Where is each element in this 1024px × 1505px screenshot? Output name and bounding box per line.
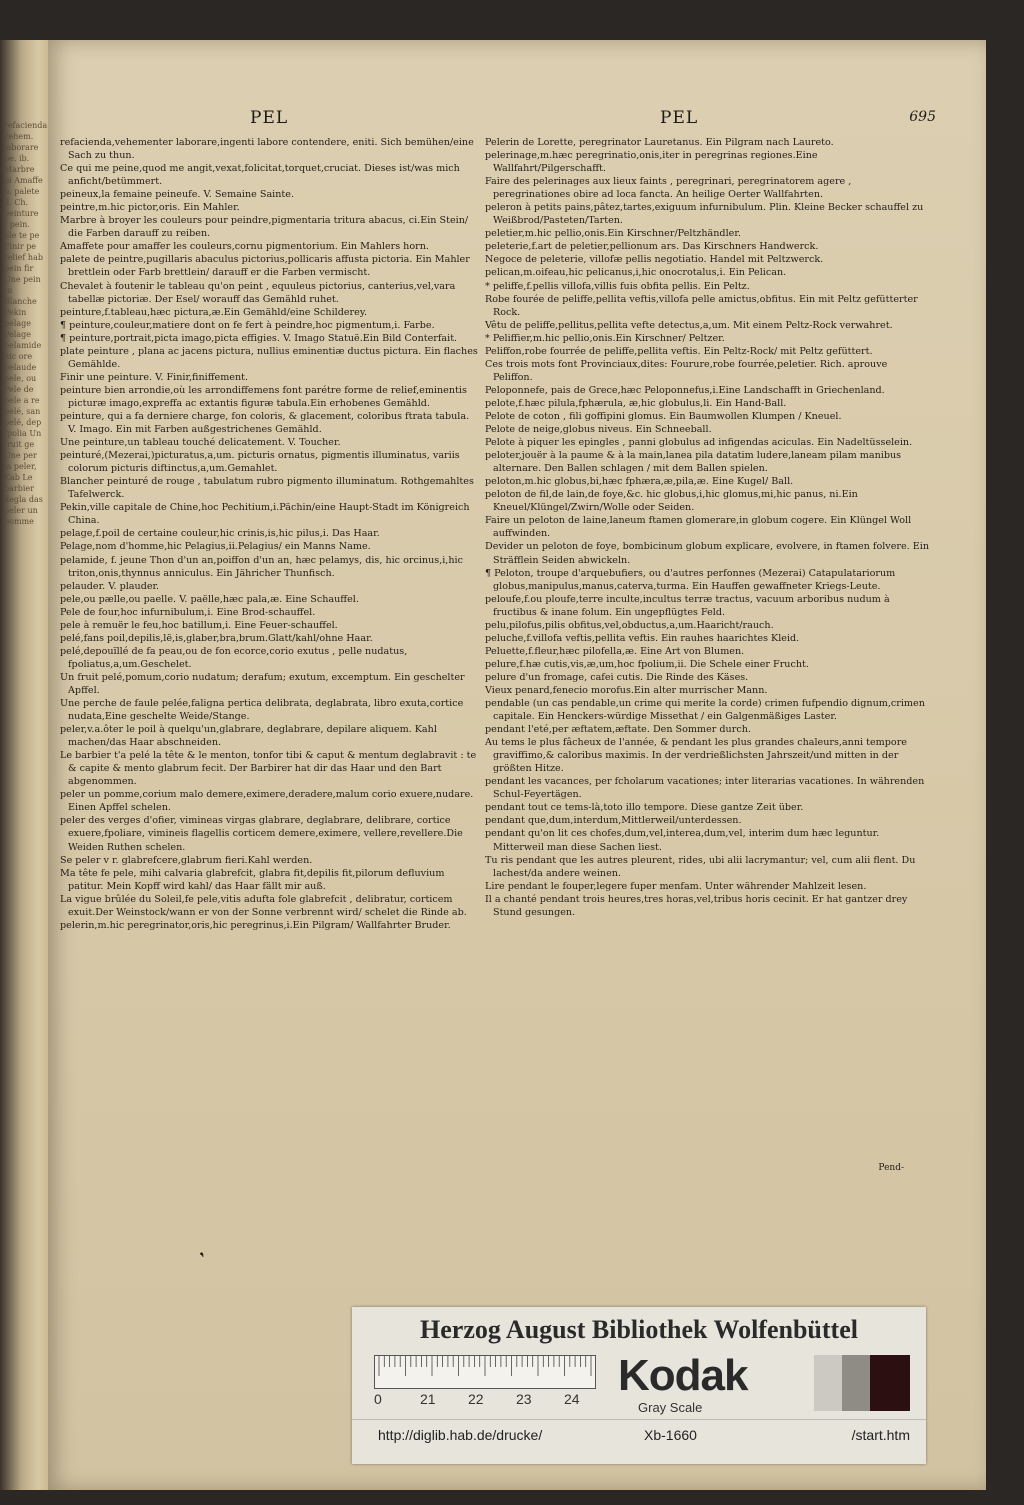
ruler-number: 0 — [374, 1391, 382, 1407]
dictionary-entry: pelote,f.hæc pilula,fphærula, æ,hic globulus,li. Ein Hand-Ball. — [485, 397, 787, 409]
dictionary-entry: Robe fourée de peliffe,pellita veftis,villofa pelle amictus,obfitus. Ein mit Peltz gefütterter Rock. — [485, 293, 918, 318]
dictionary-entry: Lire pendant le fouper,legere fuper menfam. Unter währender Mahlzeit lesen. — [485, 880, 867, 892]
ink-mark: ❜ — [198, 1249, 211, 1267]
dictionary-entry: Pelage,nom d'homme,hic Pelagius,ii.Pelagius/ ein Manns Name. — [60, 541, 371, 553]
dictionary-entry: Peluette,f.fleur,hæc pilofella,æ. Eine Art von Blumen. — [485, 645, 745, 657]
url-suffix: /start.htm — [851, 1427, 910, 1443]
library-color-card — [352, 1307, 926, 1464]
library-name: Herzog August Bibliothek Wolfenbüttel — [420, 1315, 858, 1344]
dictionary-entry: pelu,pilofus,pilis obfitus,vel,obductus,a,um.Haaricht/rauch. — [485, 619, 774, 631]
dictionary-entry: Faire des pelerinages aux lieux faints , peregrinari, peregrinatorem agere , peregrinationes obire ad loca fancta. An heilige Oerter Wallfahrten. — [485, 176, 852, 201]
dictionary-entry: La vigue brûlée du Soleil,fe pele,vitis adufta fole glabrefcit , delibratur, corticem exuit.Der Weinstock/wann er von der Sonne verbrennt wird/ schelet die Rinde ab. — [60, 893, 467, 918]
ruler-number: 22 — [468, 1391, 484, 1407]
dictionary-entry: peleron à petits pains,pâtez,tartes,exiguum infurnibulum. Plin. Kleine Becker schauffel zu Weißbrod/Pasteten/Tarten. — [485, 202, 924, 227]
ruler-number: 24 — [564, 1391, 580, 1407]
dictionary-entry: Negoce de peleterie, villofæ pellis negotiatio. Handel mit Peltzwerck. — [485, 254, 824, 266]
shelfmark: Xb-1660 — [644, 1427, 697, 1443]
dictionary-entry: plate peinture , plana ac jacens pictura, nullius eminentiæ ductus pictura. Ein flaches Gemählde. — [60, 345, 478, 370]
dictionary-entry: palete de peintre,pugillaris abaculus pictorius,pollicaris affusta pictoria. Ein Mahler brettlein oder Farb brettlein/ darauff er die Farben vermischt. — [60, 254, 470, 279]
dictionary-entry: peler un pomme,corium malo demere,eximere,deradere,malum corio exuere,nudare. Einen Apffel schelen. — [60, 789, 474, 814]
dictionary-entry: Vêtu de peliffe,pellitus,pellita vefte detectus,a,um. Mit einem Peltz-Rock verwahret. — [485, 319, 893, 331]
dictionary-entry: pele à remuër le feu,hoc batillum,i. Eine Feuer-schauffel. — [60, 619, 338, 631]
dictionary-entry: * Peliffier,m.hic pellio,onis.Ein Kirschner/ Peltzer. — [485, 332, 725, 344]
dictionary-entry: Au tems le plus fâcheux de l'année, & pendant les plus grandes chaleurs,anni tempore graviffimo,& caloribus maximis. In der verdrießlichsten Jahrszeit/und mitten in der größten Hitze. — [485, 737, 907, 775]
dictionary-entry: Il a chanté pendant trois heures,tres horas,vel,tribus horis cecinit. Er hat gantzer drey Stund gesungen. — [485, 893, 908, 918]
dictionary-entry: Vieux penard,fenecio morofus.Ein alter murrischer Mann. — [485, 684, 768, 696]
dictionary-entry: Une peinture,un tableau touché delicatement. V. Toucher. — [60, 437, 341, 449]
dictionary-entry: peloter,jouër à la paume & à la main,lanea pila datatim ludere,laneam pilam manibus alternare. Den Ballen schlagen / mit dem Ballen spielen. — [485, 450, 902, 475]
dictionary-entry: pendant qu'on lit ces chofes,dum,vel,interea,dum,vel, interim dum hæc leguntur. Mitterweil man diese Sachen liest. — [485, 828, 880, 853]
dictionary-entry: Devider un peloton de foye, bombicinum globum explicare, evolvere, in ftamen folvere. Ein Sträfflein Seiden abwickeln. — [485, 541, 930, 566]
dictionary-entry: pelure,f.hæ cutis,vis,æ,um,hoc fpolium,ii. Die Schele einer Frucht. — [485, 658, 809, 670]
ruler-number: 21 — [420, 1391, 436, 1407]
dictionary-entry: * peliffe,f.pellis villofa,villis fuis obfita pellis. Ein Peltz. — [485, 280, 750, 292]
dictionary-entry: pele,ou pælle,ou paelle. V. paëlle,hæc pala,æ. Eine Schauffel. — [60, 593, 359, 605]
dictionary-entry: Un fruit pelé,pomum,corio nudatum; derafum; exutum, excemptum. Ein geschelter Apffel. — [60, 671, 465, 696]
previous-page-fragment: refacienda vehem. laborare pe. ib. Marbre pi Amaffe b. palete d. Ch. peinture J pein. ple te pe Finir pe relief hab pein fir Une pein tu Blanche Pekin pelage Pelage pelamide hic ore pelaude pele, ou Pele de pele a re pelé, san pelé, dep fpolia Un fruit ge Une per la peler, Kab Le barbier degla das peler un pomme — [4, 121, 48, 526]
dictionary-entry: Faire un peloton de laine,laneum ftamen glomerare,in globum cogere. Ein Klüngel Woll auffwinden. — [485, 515, 912, 540]
dictionary-entry: peloton,m.hic globus,bi,hæc fphæra,æ,pila,æ. Eine Kugel/ Ball. — [485, 476, 794, 488]
dictionary-entry: peinture,f.tableau,hæc pictura,æ.Ein Gemähld/eine Schilderey. — [60, 306, 368, 318]
dictionary-entry: pendant l'eté,per æftatem,æftate. Den Sommer durch. — [485, 724, 751, 736]
right-column — [485, 136, 930, 1186]
kodak-logo: Kodak — [618, 1351, 748, 1400]
dictionary-entry: Pelote de coton , fili goffipini glomus. Ein Baumwollen Klumpen / Kneuel. — [485, 410, 842, 422]
gray-patch-mid — [842, 1355, 870, 1411]
catchword: Pend- — [878, 1163, 904, 1173]
dictionary-entry: Pekin,ville capitale de Chine,hoc Pechitium,i.Pächin/eine Haupt-Stadt im Königreich China. — [60, 502, 470, 527]
dictionary-entry: Pele de four,hoc infurnibulum,i. Eine Brod-schauffel. — [60, 606, 316, 618]
dictionary-entry: peler des verges d'ofier, vimineas virgas glabrare, deglabrare, delibrare, cortice exuere,fpoliare, vimineis flagellis corticem demere,eximere, vellere,revellere.Die Weiden Ruthen schelen. — [60, 815, 463, 853]
dictionary-entry: Marbre à broyer les couleurs pour peindre,pigmentaria tritura abacus, ci.Ein Stein/ die Farben darauff zu reiben. — [60, 215, 469, 240]
dictionary-entry: Blancher peinturé de rouge , tabulatum rubro pigmento illuminatum. Rothgemahltes Tafelwerck. — [60, 476, 474, 501]
dictionary-entry: Ma tête fe pele, mihi calvaria glabrefcit, glabra fit,depilis fit,pilorum defluvium patitur. Mein Kopff wird kahl/ das Haar fällt mir auß. — [60, 867, 445, 892]
dictionary-entry: Une perche de faule pelée,faligna pertica delibrata, deglabrata, libro exuta,cortice nudata,Eine geschelte Weide/Stange. — [60, 698, 464, 723]
dictionary-entry: peinture bien arrondie,où les arrondiffemens font parétre forme de relief,eminentis picturæ imago,expreffa ac extantis figuræ tabula.Ein erhobenes Gemähld. — [60, 384, 467, 409]
dictionary-entry: pendant que,dum,interdum,Mittlerweil/unterdessen. — [485, 815, 742, 827]
dictionary-entry: Finir une peinture. V. Finir,finiffement. — [60, 371, 249, 383]
dictionary-entry: ¶ Peloton, troupe d'arquebufiers, ou d'autres perfonnes (Mezerai) Catapulatariorum globus,manipulus,manus,caterva,turma. Ein Hauffen gewaffneter Kriegs-Leute. — [485, 567, 896, 592]
dictionary-entry: peintre,m.hic pictor,oris. Ein Mahler. — [60, 202, 240, 214]
dictionary-entry: ¶ peinture,portrait,picta imago,picta effigies. V. Imago Statuë.Ein Bild Conterfait. — [60, 332, 458, 344]
dictionary-entry: pelamide, f. jeune Thon d'un an,poiffon d'un an, hæc pelamys, dis, hic orcinus,i,hic triton,onis,thynnus anniculus. Ein Jähricher Thunfisch. — [60, 554, 463, 579]
dictionary-entry: peler,v.a.ôter le poil à quelqu'un,glabrare, deglabrare, depilare aliquem. Kahl machen/das Haar abschneiden. — [60, 724, 437, 749]
card-divider — [352, 1419, 926, 1420]
dictionary-entry: peinture, qui a fa derniere charge, fon coloris, & glacement, coloribus ftrata tabula. V. Imago. Ein mit Farben außgestrichenes Gemähld. — [60, 410, 470, 436]
url-prefix: http://diglib.hab.de/drucke/ — [378, 1427, 543, 1443]
dictionary-entry: Pelerin de Lorette, peregrinator Lauretanus. Ein Pilgram nach Laureto. — [485, 137, 834, 148]
dictionary-entry: Amaffete pour amaffer les couleurs,cornu pigmentorium. Ein Mahlers horn. — [60, 241, 429, 253]
dictionary-entry: pelican,m.oifeau,hic pelicanus,i,hic onocrotalus,i. Ein Pelican. — [485, 267, 787, 279]
dictionary-entry: pelerin,m.hic peregrinator,oris,hic peregrinus,i.Ein Pilgram/ Wallfahrter Bruder. — [60, 919, 451, 931]
ruler-number: 23 — [516, 1391, 532, 1407]
dictionary-entry: peineux,la femaine peineufe. V. Semaine Sainte. — [60, 189, 295, 201]
dictionary-entry: pelé,depouïllé de fa peau,ou de fon ecorce,corio exutus , pelle nudatus, fpoliatus,a,um.Geschelet. — [60, 645, 408, 670]
dictionary-entry: pendant les vacances, per fcholarum vacationes; inter literarias vacationes. In währenden Schul-Feyertägen. — [485, 776, 925, 801]
dictionary-entry: pelé,fans poil,depilis,lë,is,glaber,bra,brum.Glatt/kahl/ohne Haar. — [60, 632, 373, 644]
dictionary-entry: pelure d'un fromage, cafei cutis. Die Rinde des Käses. — [485, 671, 749, 683]
running-head-right: PEL — [660, 108, 699, 128]
book-page — [48, 40, 986, 1490]
dictionary-entry: pendant tout ce tems-là,toto illo tempore. Diese gantze Zeit über. — [485, 802, 804, 814]
left-column — [60, 136, 480, 1186]
dictionary-entry: Ce qui me peine,quod me angit,vexat,folicitat,torquet,cruciat. Dieses ist/was mich anficht/betümmert. — [60, 163, 460, 188]
dictionary-entry: pelage,f.poil de certaine couleur,hic crinis,is,hic pilus,i. Das Haar. — [60, 528, 380, 540]
dictionary-entry: Tu ris pendant que les autres pleurent, rides, ubi alii lacrymantur; vel, cum alii flent. Du lachest/da andere weinen. — [485, 854, 916, 879]
gray-patch-dark — [870, 1355, 910, 1411]
dictionary-entry: ¶ peinture,couleur,matiere dont on fe fert à peindre,hoc pigmentum,i. Farbe. — [60, 319, 435, 331]
dictionary-entry: Le barbier t'a pelé la tête & le menton, tonfor tibi & caput & mentum deglabravit : te & capite & mento glabrum fecit. Der Barbirer hat dir das Haar und den Bart abgenommen. — [60, 750, 477, 788]
dictionary-entry: pendable (un cas pendable,un crime qui merite la corde) crimen fufpendio dignum,crimen capitale. Ein Henckers-würdige Missethat / ein Galgenmäßiges Laster. — [485, 698, 925, 723]
gray-scale-label: Gray Scale — [638, 1400, 703, 1415]
ruler-numbers — [374, 1391, 614, 1407]
book-binding-edge — [0, 40, 48, 1490]
scale-ruler — [374, 1355, 596, 1389]
dictionary-entry: pelauder. V. plauder. — [60, 580, 160, 592]
dictionary-entry: pelerinage,m.hæc peregrinatio,onis,iter in peregrinas regiones.Eine Wallfahrt/Pilgerschafft. — [485, 150, 818, 175]
page-number: 695 — [909, 109, 936, 125]
dictionary-entry: Chevalet à foutenir le tableau qu'on peint , equuleus pictorius, canterius,vel,vara tabellæ pictoriæ. Der Esel/ worauff das Gemähld ruhet. — [60, 280, 456, 305]
dictionary-entry: peloufe,f.ou ploufe,terre inculte,incultus terræ tractus, vacuum arboribus nudum à fructibus & inane folum. Ein ungepflügtes Feld. — [485, 593, 890, 618]
dictionary-entry: Ces trois mots font Provinciaux,dites: Fourure,robe fourrée,peletier. Rich. aprouve Peliffon. — [485, 358, 888, 383]
dictionary-entry: peluche,f.villofa veftis,pellita veftis. Ein rauhes haarichtes Kleid. — [485, 632, 800, 644]
dictionary-entry: peloton de fil,de lain,de foye,&c. hic globus,i,hic glomus,mi,hic panus, ni.Ein Kneuel/Klüngel/Zwirn/Wolle oder Seiden. — [485, 489, 858, 514]
dictionary-entry: refacienda,vehementer laborare,ingenti labore contendere, eniti. Sich bemühen/eine Sach zu thun. — [60, 137, 474, 162]
dictionary-entry: Se peler v r. glabrefcere,glabrum fieri.Kahl werden. — [60, 854, 313, 866]
dictionary-entry: peletier,m.hic pellio,onis.Ein Kirschner/Peltzhändler. — [485, 228, 741, 240]
gray-patch-light — [814, 1355, 842, 1411]
dictionary-entry: Peliffon,robe fourrée de peliffe,pellita veftis. Ein Peltz-Rock/ mit Peltz gefüttert. — [485, 345, 873, 357]
dictionary-entry: Pelote de neige,globus niveus. Ein Schneeball. — [485, 424, 712, 436]
page-header — [48, 108, 986, 132]
dictionary-entry: Peloponnefe, pais de Grece,hæc Peloponnefus,i.Eine Landschafft in Griechenland. — [485, 384, 885, 396]
dictionary-entry: Pelote à piquer les epingles , panni globulus ad infigendas aciculas. Ein Nadeltüsselein. — [485, 437, 913, 449]
dictionary-entry: peinturé,(Mezerai,)picturatus,a,um. picturis ornatus, pigmentis illuminatus, variis colorum picturis diftinctus,a,um.Gemahlet. — [60, 450, 460, 475]
dictionary-entry: peleterie,f.art de peletier,pellionum ars. Das Kirschners Handwerck. — [485, 241, 819, 253]
running-head-left: PEL — [250, 108, 289, 128]
